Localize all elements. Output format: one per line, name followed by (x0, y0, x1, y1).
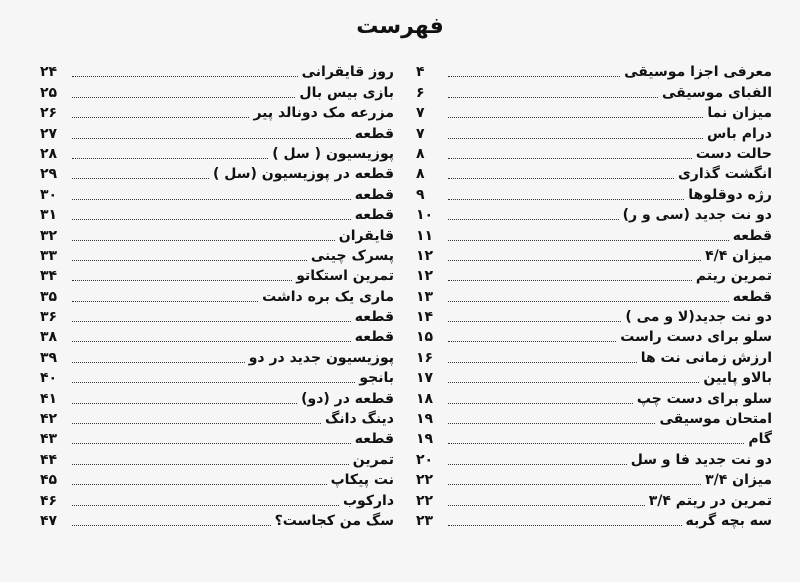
dot-leader (448, 199, 684, 200)
dot-leader (72, 525, 271, 526)
toc-entry-page-number: ۳۴ (40, 268, 58, 285)
toc-entry-title: ماری یک بره داشت (262, 288, 394, 305)
toc-entry-page-number: ۳۸ (40, 329, 58, 346)
toc-entry (416, 82, 772, 102)
toc-entry-page-number: ۲۶ (40, 105, 58, 122)
dot-leader (448, 301, 729, 302)
toc-column-left (40, 62, 394, 531)
toc-entry-title: قایقران (338, 227, 394, 244)
toc-entry-title: دو نت جدید (سی و ر) (622, 207, 772, 224)
toc-entry-page-number: ۲۴ (40, 64, 58, 81)
toc-entry (416, 470, 772, 490)
toc-entry (40, 470, 394, 490)
toc-entry (416, 286, 772, 306)
dot-leader (72, 341, 351, 342)
toc-entry-title: قطعه (354, 431, 394, 448)
toc-entry (40, 286, 394, 306)
toc-entry-page-number: ۱۲ (416, 247, 434, 264)
toc-entry (416, 511, 772, 531)
toc-entry (40, 307, 394, 327)
toc-entry-title: بانجو (359, 370, 394, 387)
dot-leader (72, 505, 339, 506)
toc-entry-page-number: ۱۵ (416, 329, 434, 346)
toc-entry-title: مزرعه مک دونالد پیر (253, 105, 394, 122)
dot-leader (448, 484, 701, 485)
toc-entry-page-number: ۳۵ (40, 288, 58, 305)
toc-entry (40, 429, 394, 449)
toc-entry-page-number: ۲۸ (40, 145, 58, 162)
dot-leader (448, 138, 703, 139)
toc-entry-page-number: ۱۷ (416, 370, 434, 387)
toc-column-right (416, 62, 772, 531)
toc-entry (416, 225, 772, 245)
toc-entry-title: پوزیسیون ( سل ) (272, 145, 394, 162)
toc-entry (40, 409, 394, 429)
toc-entry-title: قطعه (732, 288, 772, 305)
toc-entry-title: سلو برای دست چپ (636, 390, 772, 407)
toc-entry-title: حالت دست (695, 145, 772, 162)
toc-entry-page-number: ۳۲ (40, 227, 58, 244)
toc-entry-title: قطعه (354, 186, 394, 203)
toc-entry-title: قطعه (354, 125, 394, 142)
dot-leader (448, 362, 637, 363)
toc-entry-title: بازی بیس بال (299, 84, 394, 101)
toc-entry-title: پسرک چینی (310, 247, 394, 264)
toc-entry-page-number: ۷ (416, 125, 425, 142)
dot-leader (448, 321, 621, 322)
toc-entry (40, 347, 394, 367)
toc-entry-title: میزان ۴/۴ (705, 247, 772, 264)
toc-entry-page-number: ۲۰ (416, 451, 434, 468)
toc-entry-page-number: ۳۳ (40, 247, 58, 264)
toc-entry-title: روز قایقرانی (301, 64, 394, 81)
toc-entry-title: الفبای موسیقی (662, 84, 772, 101)
toc-entry (40, 225, 394, 245)
toc-entry-title: پوزیسیون جدید در دو (248, 349, 394, 366)
dot-leader (72, 443, 351, 444)
dot-leader (72, 464, 349, 465)
toc-entry (40, 388, 394, 408)
toc-entry (40, 82, 394, 102)
toc-entry-page-number: ۲۷ (40, 125, 58, 142)
dot-leader (72, 280, 292, 281)
dot-leader (448, 158, 692, 159)
dot-leader (448, 117, 703, 118)
dot-leader (72, 117, 249, 118)
toc-entry-title: میزان نما (707, 105, 772, 122)
toc-entry (40, 205, 394, 225)
toc-entry (40, 511, 394, 531)
dot-leader (72, 403, 297, 404)
toc-entry-title: بالاو پایین (703, 370, 772, 387)
toc-entry-page-number: ۱۹ (416, 411, 434, 428)
toc-entry (416, 429, 772, 449)
toc-entry-title: سه بچه گربه (685, 512, 772, 529)
toc-entry (40, 327, 394, 347)
toc-entry (40, 164, 394, 184)
toc-entry-page-number: ۴۳ (40, 431, 58, 448)
dot-leader (448, 443, 744, 444)
dot-leader (72, 138, 351, 139)
toc-entry (40, 184, 394, 204)
toc-entry-page-number: ۸ (416, 166, 425, 183)
dot-leader (72, 199, 351, 200)
toc-entry (416, 307, 772, 327)
toc-entry-page-number: ۱۳ (416, 288, 434, 305)
toc-entry (40, 368, 394, 388)
dot-leader (72, 301, 258, 302)
toc-entry-title: قطعه (732, 227, 772, 244)
dot-leader (72, 97, 295, 98)
dot-leader (448, 76, 620, 77)
dot-leader (72, 321, 351, 322)
toc-entry-title: نت پیکاپ (330, 472, 394, 489)
toc-entry-page-number: ۲۵ (40, 84, 58, 101)
toc-entry (416, 205, 772, 225)
toc-entry-title: میزان ۳/۴ (705, 472, 772, 489)
dot-leader (72, 382, 355, 383)
toc-entry-title: تمرین در ریتم ۳/۴ (648, 492, 772, 509)
toc-entry-page-number: ۶ (416, 84, 425, 101)
toc-entry (40, 449, 394, 469)
toc-entry-title: انگشت گذاری (677, 166, 772, 183)
dot-leader (448, 280, 692, 281)
toc-entry (416, 144, 772, 164)
toc-entry-title: قطعه در (دو) (301, 390, 394, 407)
toc-entry-page-number: ۳۹ (40, 349, 58, 366)
toc-entry-title: تمرین (352, 451, 394, 468)
toc-entry-page-number: ۷ (416, 105, 425, 122)
toc-entry-page-number: ۱۸ (416, 390, 434, 407)
toc-entry (416, 103, 772, 123)
toc-entry (40, 144, 394, 164)
dot-leader (448, 219, 619, 220)
toc-entry-page-number: ۲۲ (416, 472, 434, 489)
toc-entry-page-number: ۳۰ (40, 186, 58, 203)
toc-entry (416, 266, 772, 286)
toc-entry (416, 327, 772, 347)
toc-entry-page-number: ۲۳ (416, 512, 434, 529)
dot-leader (448, 464, 627, 465)
dot-leader (448, 341, 616, 342)
toc-entry-title: درام باس (706, 125, 772, 142)
toc-entry-title: ارزش زمانی نت ها (640, 349, 772, 366)
toc-entry (40, 246, 394, 266)
dot-leader (448, 382, 699, 383)
toc-entry-title: دینگ دانگ (325, 411, 394, 428)
dot-leader (448, 240, 729, 241)
toc-entry-page-number: ۴۵ (40, 472, 58, 489)
toc-entry-page-number: ۱۶ (416, 349, 434, 366)
toc-entry-title: قطعه (354, 207, 394, 224)
toc-entry-page-number: ۱۰ (416, 207, 434, 224)
dot-leader (448, 505, 645, 506)
toc-entry-page-number: ۳۱ (40, 207, 58, 224)
toc-entry-title: دو نت جدید فا و سل (630, 451, 772, 468)
dot-leader (72, 158, 268, 159)
toc-entry (416, 409, 772, 429)
page-title: فهرست (356, 14, 444, 39)
toc-entry-page-number: ۱۲ (416, 268, 434, 285)
dot-leader (448, 260, 701, 261)
toc-entry (40, 490, 394, 510)
dot-leader (448, 403, 633, 404)
toc-entry-page-number: ۲۹ (40, 166, 58, 183)
toc-entry-title: سگ من کجاست؟ (274, 512, 394, 529)
toc-entry (416, 123, 772, 143)
toc-entry-title: قطعه در پوزیسیون (سل ) (212, 166, 394, 183)
toc-entry-page-number: ۱۴ (416, 309, 434, 326)
toc-entry-page-number: ۴۰ (40, 370, 58, 387)
toc-entry-title: قطعه (354, 329, 394, 346)
dot-leader (72, 484, 327, 485)
dot-leader (448, 423, 655, 424)
toc-entry-page-number: ۱۹ (416, 431, 434, 448)
toc-entry-title: معرفی اجزا موسیقی (624, 64, 772, 81)
toc-entry-page-number: ۴۲ (40, 411, 58, 428)
toc-entry-page-number: ۳۶ (40, 309, 58, 326)
toc-entry-title: سلو برای دست راست (620, 329, 772, 346)
dot-leader (448, 97, 658, 98)
toc-entry-page-number: ۸ (416, 145, 425, 162)
dot-leader (72, 423, 321, 424)
toc-entry (416, 184, 772, 204)
dot-leader (72, 76, 298, 77)
toc-entry-title: گام (748, 431, 772, 448)
dot-leader (72, 362, 245, 363)
toc-entry (416, 490, 772, 510)
toc-entry-page-number: ۴۷ (40, 512, 58, 529)
toc-entry-title: تمرین ریتم (695, 268, 772, 285)
dot-leader (72, 178, 209, 179)
toc-entry (40, 123, 394, 143)
toc-entry (416, 164, 772, 184)
toc-entry-page-number: ۴۶ (40, 492, 58, 509)
toc-entry-page-number: ۴ (416, 64, 425, 81)
toc-entry (416, 347, 772, 367)
toc-entry (40, 103, 394, 123)
toc-entry (416, 368, 772, 388)
toc-entry-title: دو نت جدید(لا و می ) (625, 309, 772, 326)
toc-entry (40, 266, 394, 286)
dot-leader (448, 525, 682, 526)
dot-leader (72, 240, 335, 241)
dot-leader (72, 219, 351, 220)
toc-entry-page-number: ۴۱ (40, 390, 58, 407)
toc-entry-title: امتحان موسیقی (659, 411, 772, 428)
toc-entry-title: تمرین استکاتو (296, 268, 394, 285)
toc-entry-title: قطعه (354, 309, 394, 326)
toc-entry (416, 449, 772, 469)
toc-entry (416, 62, 772, 82)
toc-entry (416, 388, 772, 408)
dot-leader (448, 178, 674, 179)
toc-entry-title: رژه دوقلوها (688, 186, 772, 203)
dot-leader (72, 260, 307, 261)
toc-entry-title: دارکوب (342, 492, 394, 509)
toc-entry (416, 246, 772, 266)
toc-entry-page-number: ۴۴ (40, 451, 58, 468)
toc-entry-page-number: ۲۲ (416, 492, 434, 509)
toc-entry-page-number: ۹ (416, 186, 425, 203)
toc-entry (40, 62, 394, 82)
toc-entry-page-number: ۱۱ (416, 227, 434, 244)
